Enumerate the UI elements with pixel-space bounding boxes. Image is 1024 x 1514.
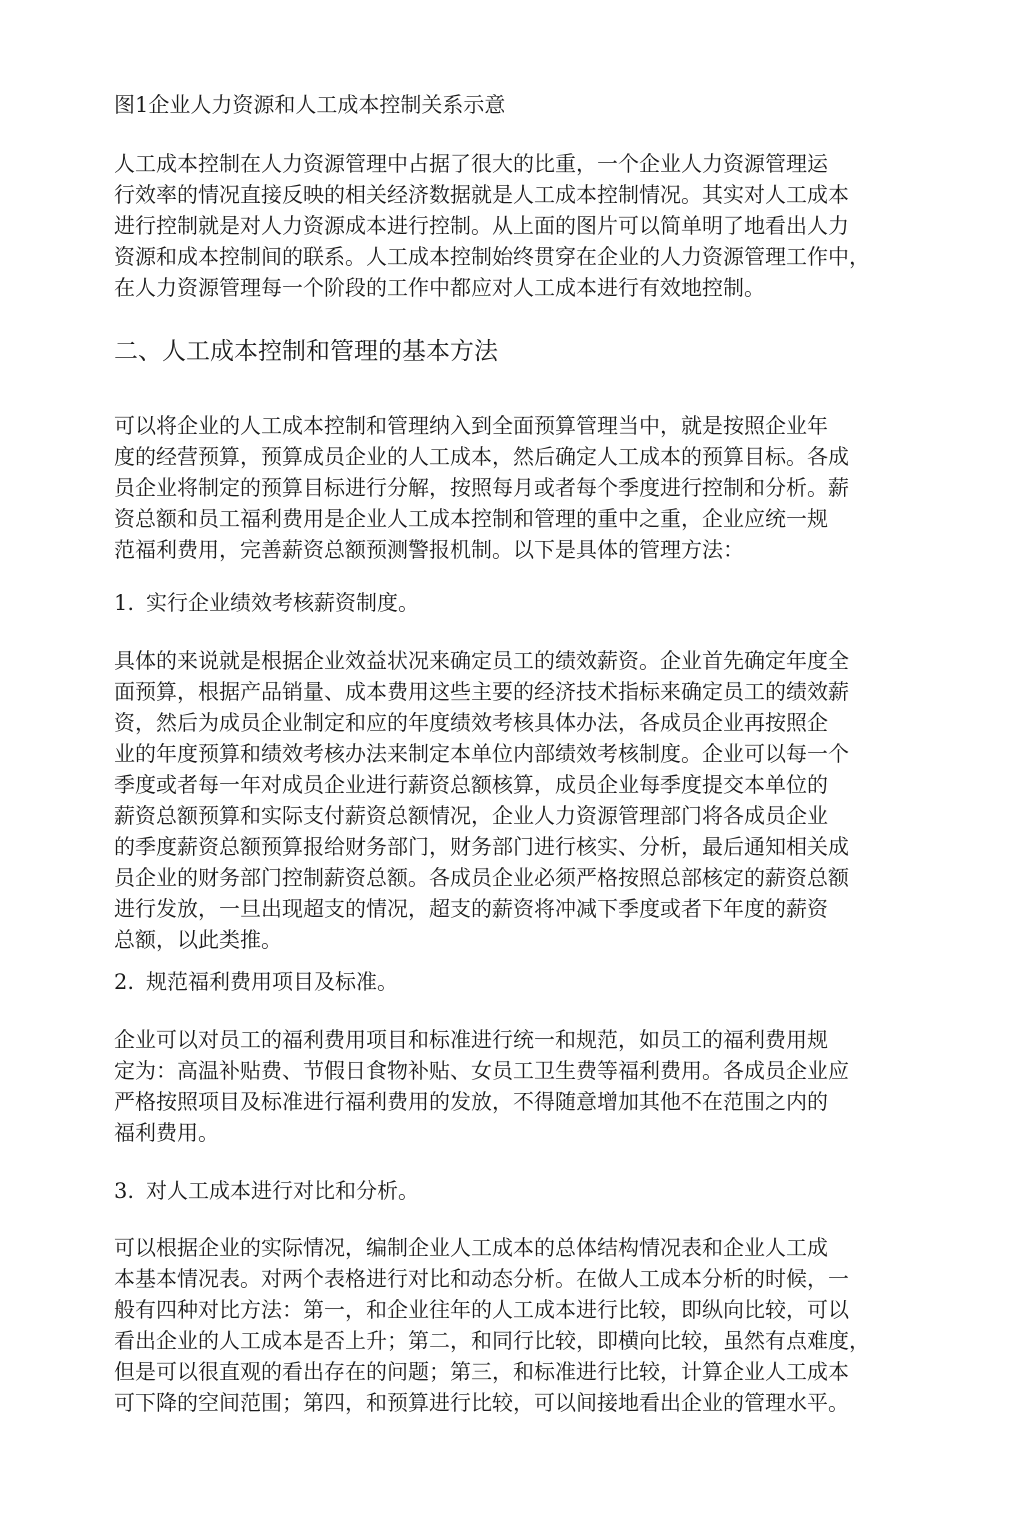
text-line: 资总额和员工福利费用是企业人工成本控制和管理的重中之重，企业应统一规 (114, 507, 828, 531)
text-line: 本基本情况表。对两个表格进行对比和动态分析。在做人工成本分析的时候，一 (114, 1267, 849, 1291)
paragraph-item-1 (114, 646, 894, 956)
list-item-text: 对人工成本进行对比和分析。 (146, 1179, 419, 1203)
list-number: 2. (114, 970, 135, 994)
text-line: 可下降的空间范围；第四，和预算进行比较，可以间接地看出企业的管理水平。 (114, 1391, 849, 1415)
text-line: 在人力资源管理每一个阶段的工作中都应对人工成本进行有效地控制。 (114, 276, 765, 300)
text-line: 定为：高温补贴费、节假日食物补贴、女员工卫生费等福利费用。各成员企业应 (114, 1059, 849, 1083)
text-line: 但是可以很直观的看出存在的问题；第三，和标准进行比较，计算企业人工成本 (114, 1360, 849, 1384)
text-line: 福利费用。 (114, 1121, 219, 1145)
figure-caption: 图1企业人力资源和人工成本控制关系示意 (114, 93, 506, 117)
list-item-1 (114, 588, 894, 618)
paragraph-item-3 (114, 1233, 894, 1419)
list-item-3 (114, 1176, 894, 1206)
text-line: 企业可以对员工的福利费用项目和标准进行统一和规范，如员工的福利费用规 (114, 1028, 828, 1052)
list-item-text: 实行企业绩效考核薪资制度。 (146, 591, 419, 615)
text-line: 员企业将制定的预算目标进行分解，按照每月或者每个季度进行控制和分析。薪 (114, 476, 849, 500)
text-line: 进行发放，一旦出现超支的情况，超支的薪资将冲减下季度或者下年度的薪资 (114, 897, 828, 921)
text-line: 看出企业的人工成本是否上升；第二，和同行比较，即横向比较，虽然有点难度， (114, 1329, 870, 1353)
text-line: 严格按照项目及标准进行福利费用的发放，不得随意增加其他不在范围之内的 (114, 1090, 828, 1114)
text-line: 资，然后为成员企业制定和应的年度绩效考核具体办法，各成员企业再按照企 (114, 711, 828, 735)
paragraph-item-2 (114, 1025, 894, 1149)
text-line: 的季度薪资总额预算报给财务部门，财务部门进行核实、分析，最后通知相关成 (114, 835, 849, 859)
text-line: 行效率的情况直接反映的相关经济数据就是人工成本控制情况。其实对人工成本 (114, 183, 849, 207)
text-line: 资源和成本控制间的联系。人工成本控制始终贯穿在企业的人力资源管理工作中， (114, 245, 870, 269)
text-line: 薪资总额预算和实际支付薪资总额情况，企业人力资源管理部门将各成员企业 (114, 804, 828, 828)
paragraph-intro (114, 149, 894, 304)
text-line: 可以根据企业的实际情况，编制企业人工成本的总体结构情况表和企业人工成 (114, 1236, 828, 1260)
paragraph-methods (114, 411, 894, 566)
text-line: 般有四种对比方法：第一，和企业往年的人工成本进行比较，即纵向比较，可以 (114, 1298, 849, 1322)
text-line: 总额，以此类推。 (114, 928, 282, 952)
text-line: 季度或者每一年对成员企业进行薪资总额核算，成员企业每季度提交本单位的 (114, 773, 828, 797)
text-line: 业的年度预算和绩效考核办法来制定本单位内部绩效考核制度。企业可以每一个 (114, 742, 849, 766)
section-heading: 二、人工成本控制和管理的基本方法 (114, 337, 498, 365)
text-line: 进行控制就是对人力资源成本进行控制。从上面的图片可以简单明了地看出人力 (114, 214, 849, 238)
list-item-text: 规范福利费用项目及标准。 (146, 970, 398, 994)
text-line: 可以将企业的人工成本控制和管理纳入到全面预算管理当中，就是按照企业年 (114, 414, 828, 438)
text-line: 具体的来说就是根据企业效益状况来确定员工的绩效薪资。企业首先确定年度全 (114, 649, 849, 673)
text-line: 员企业的财务部门控制薪资总额。各成员企业必须严格按照总部核定的薪资总额 (114, 866, 849, 890)
text-line: 度的经营预算，预算成员企业的人工成本，然后确定人工成本的预算目标。各成 (114, 445, 849, 469)
list-number: 1. (114, 591, 135, 615)
text-line: 范福利费用，完善薪资总额预测警报机制。以下是具体的管理方法： (114, 538, 744, 562)
list-number: 3. (114, 1179, 135, 1203)
text-line: 人工成本控制在人力资源管理中占据了很大的比重，一个企业人力资源管理运 (114, 152, 828, 176)
text-line: 面预算，根据产品销量、成本费用这些主要的经济技术指标来确定员工的绩效薪 (114, 680, 849, 704)
list-item-2 (114, 967, 894, 997)
